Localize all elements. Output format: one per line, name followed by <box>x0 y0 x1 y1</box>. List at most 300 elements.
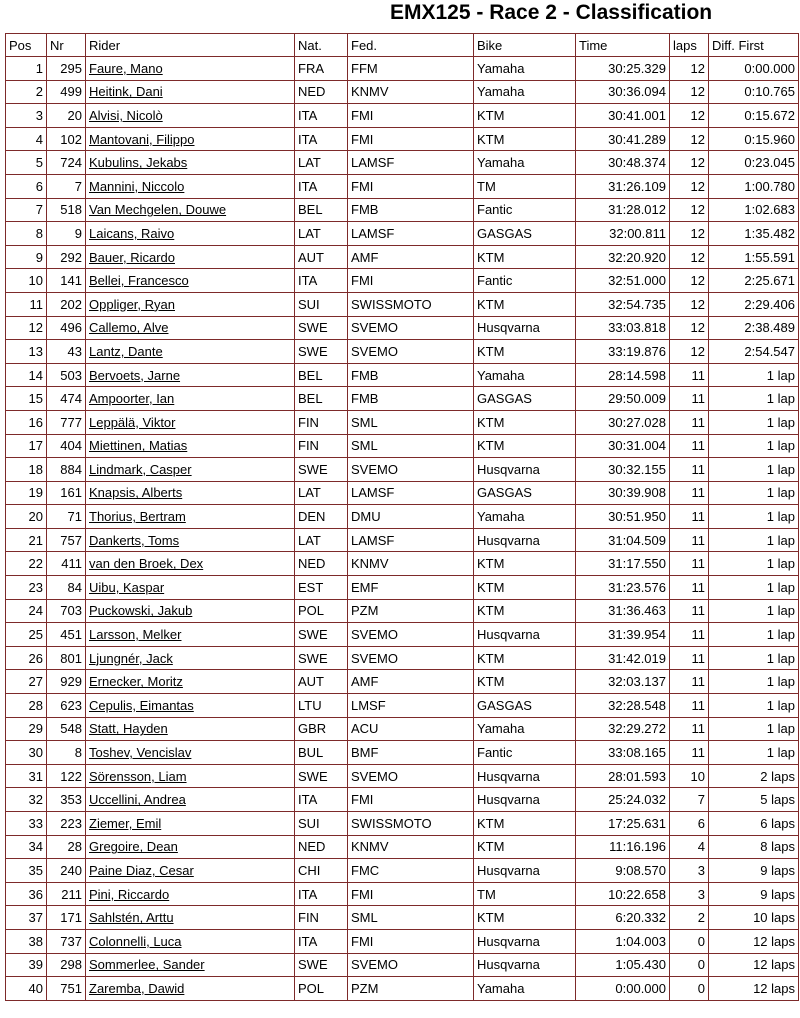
rider-link[interactable]: Van Mechgelen, Douwe <box>89 202 227 218</box>
cell-nat: FIN <box>295 410 348 434</box>
rider-link[interactable]: Heitink, Dani <box>89 84 163 100</box>
cell-pos: 40 <box>6 977 47 1001</box>
cell-laps: 11 <box>670 717 709 741</box>
rider-link[interactable]: Uccellini, Andrea <box>89 792 186 808</box>
cell-nat: SUI <box>295 812 348 836</box>
cell-rider <box>86 410 295 434</box>
cell-nr: 211 <box>47 882 86 906</box>
cell-nr: 548 <box>47 717 86 741</box>
header-rider: Rider <box>86 34 295 57</box>
cell-nr: 411 <box>47 552 86 576</box>
cell-diff: 1 lap <box>709 505 799 529</box>
rider-link[interactable]: Sommerlee, Sander <box>89 957 205 973</box>
cell-pos: 19 <box>6 481 47 505</box>
rider-link[interactable]: Uibu, Kaspar <box>89 579 165 595</box>
cell-nat: GBR <box>295 717 348 741</box>
cell-rider <box>86 859 295 883</box>
cell-fed: LMSF <box>348 694 474 718</box>
rider-link[interactable]: Lantz, Dante <box>89 343 163 359</box>
cell-nr: 496 <box>47 316 86 340</box>
cell-time: 30:25.329 <box>576 57 670 81</box>
page-title: EMX125 - Race 2 - Classification <box>390 1 713 24</box>
cell-fed: DMU <box>348 505 474 529</box>
rider-link[interactable]: Ernecker, Moritz <box>89 674 183 690</box>
cell-diff: 12 laps <box>709 953 799 977</box>
cell-laps: 11 <box>670 576 709 600</box>
cell-nat: ITA <box>295 174 348 198</box>
cell-time: 11:16.196 <box>576 835 670 859</box>
cell-time: 31:17.550 <box>576 552 670 576</box>
cell-time: 33:19.876 <box>576 340 670 364</box>
cell-time: 29:50.009 <box>576 387 670 411</box>
cell-time: 31:23.576 <box>576 576 670 600</box>
cell-nr: 451 <box>47 623 86 647</box>
cell-bike: KTM <box>474 599 576 623</box>
cell-time: 32:00.811 <box>576 222 670 246</box>
cell-laps: 11 <box>670 528 709 552</box>
table-row <box>6 410 799 434</box>
cell-bike: KTM <box>474 104 576 128</box>
cell-fed: SML <box>348 906 474 930</box>
rider-link[interactable]: Bervoets, Jarne <box>89 367 181 383</box>
cell-time: 25:24.032 <box>576 788 670 812</box>
cell-nr: 404 <box>47 434 86 458</box>
cell-nat: FIN <box>295 906 348 930</box>
cell-bike: Yamaha <box>474 57 576 81</box>
cell-time: 6:20.332 <box>576 906 670 930</box>
cell-diff: 1 lap <box>709 410 799 434</box>
cell-nat: NED <box>295 80 348 104</box>
cell-rider <box>86 151 295 175</box>
cell-fed: SML <box>348 434 474 458</box>
cell-rider <box>86 245 295 269</box>
cell-laps: 12 <box>670 245 709 269</box>
cell-rider <box>86 576 295 600</box>
cell-pos: 8 <box>6 222 47 246</box>
cell-time: 10:22.658 <box>576 882 670 906</box>
header-fed: Fed. <box>348 34 474 57</box>
cell-nr: 202 <box>47 292 86 316</box>
cell-pos: 15 <box>6 387 47 411</box>
cell-diff: 2:25.671 <box>709 269 799 293</box>
table-row <box>6 788 799 812</box>
cell-time: 9:08.570 <box>576 859 670 883</box>
cell-time: 31:42.019 <box>576 646 670 670</box>
rider-link[interactable]: Cepulis, Eimantas <box>89 697 194 713</box>
cell-rider <box>86 363 295 387</box>
rider-link[interactable]: Kubulins, Jekabs <box>89 155 188 171</box>
cell-pos: 23 <box>6 576 47 600</box>
cell-nat: SWE <box>295 764 348 788</box>
cell-nat: SWE <box>295 340 348 364</box>
table-row <box>6 552 799 576</box>
cell-nat: BEL <box>295 363 348 387</box>
cell-laps: 11 <box>670 410 709 434</box>
header-time: Time <box>576 34 670 57</box>
cell-nr: 20 <box>47 104 86 128</box>
cell-fed: LAMSF <box>348 151 474 175</box>
cell-bike: Husqvarna <box>474 788 576 812</box>
cell-laps: 12 <box>670 80 709 104</box>
cell-nr: 43 <box>47 340 86 364</box>
rider-link[interactable]: Paine Diaz, Cesar <box>89 862 194 878</box>
cell-diff: 1 lap <box>709 717 799 741</box>
cell-nr: 353 <box>47 788 86 812</box>
cell-rider <box>86 788 295 812</box>
cell-bike: TM <box>474 174 576 198</box>
cell-nat: FRA <box>295 57 348 81</box>
cell-bike: Yamaha <box>474 363 576 387</box>
cell-rider <box>86 340 295 364</box>
table-row <box>6 198 799 222</box>
table-row <box>6 80 799 104</box>
cell-fed: FMI <box>348 929 474 953</box>
cell-laps: 3 <box>670 859 709 883</box>
rider-link[interactable]: Puckowski, Jakub <box>89 603 193 619</box>
rider-link[interactable]: Thorius, Bertram <box>89 509 186 525</box>
cell-time: 1:04.003 <box>576 929 670 953</box>
rider-link[interactable]: Lindmark, Casper <box>89 461 192 477</box>
cell-rider <box>86 57 295 81</box>
cell-rider <box>86 528 295 552</box>
cell-bike: Husqvarna <box>474 623 576 647</box>
cell-nr: 623 <box>47 694 86 718</box>
table-row <box>6 434 799 458</box>
cell-nat: SUI <box>295 292 348 316</box>
table-row <box>6 623 799 647</box>
cell-time: 28:01.593 <box>576 764 670 788</box>
cell-nat: LAT <box>295 151 348 175</box>
cell-laps: 11 <box>670 741 709 765</box>
rider-link[interactable]: Ljungnér, Jack <box>89 650 173 666</box>
cell-bike: Fantic <box>474 741 576 765</box>
table-row <box>6 174 799 198</box>
cell-laps: 2 <box>670 906 709 930</box>
cell-pos: 37 <box>6 906 47 930</box>
cell-fed: KNMV <box>348 552 474 576</box>
cell-nat: CHI <box>295 859 348 883</box>
cell-diff: 1 lap <box>709 694 799 718</box>
cell-rider <box>86 623 295 647</box>
cell-nr: 884 <box>47 458 86 482</box>
table-row <box>6 812 799 836</box>
cell-time: 30:51.950 <box>576 505 670 529</box>
cell-time: 28:14.598 <box>576 363 670 387</box>
rider-link[interactable]: Mantovani, Filippo <box>89 131 195 147</box>
cell-bike: GASGAS <box>474 387 576 411</box>
cell-nr: 801 <box>47 646 86 670</box>
rider-link[interactable]: Knapsis, Alberts <box>89 485 183 501</box>
cell-fed: FMI <box>348 127 474 151</box>
cell-bike: KTM <box>474 670 576 694</box>
cell-fed: FMB <box>348 198 474 222</box>
cell-pos: 38 <box>6 929 47 953</box>
cell-nat: BEL <box>295 387 348 411</box>
cell-bike: Husqvarna <box>474 528 576 552</box>
cell-fed: FMB <box>348 363 474 387</box>
cell-time: 30:41.289 <box>576 127 670 151</box>
cell-fed: SVEMO <box>348 316 474 340</box>
cell-nat: DEN <box>295 505 348 529</box>
cell-fed: SVEMO <box>348 458 474 482</box>
cell-laps: 11 <box>670 458 709 482</box>
cell-fed: LAMSF <box>348 481 474 505</box>
rider-link[interactable]: Leppälä, Viktor <box>89 414 176 430</box>
table-row <box>6 859 799 883</box>
cell-rider <box>86 269 295 293</box>
table-row <box>6 906 799 930</box>
cell-pos: 6 <box>6 174 47 198</box>
cell-nat: ITA <box>295 882 348 906</box>
cell-rider <box>86 198 295 222</box>
table-row <box>6 882 799 906</box>
rider-link[interactable]: Larsson, Melker <box>89 627 182 643</box>
cell-rider <box>86 717 295 741</box>
cell-pos: 33 <box>6 812 47 836</box>
rider-link[interactable]: Faure, Mano <box>89 60 163 76</box>
cell-nat: BUL <box>295 741 348 765</box>
cell-pos: 39 <box>6 953 47 977</box>
cell-nat: ITA <box>295 269 348 293</box>
table-row <box>6 505 799 529</box>
cell-nat: SWE <box>295 316 348 340</box>
cell-rider <box>86 882 295 906</box>
cell-rider <box>86 646 295 670</box>
cell-pos: 28 <box>6 694 47 718</box>
cell-time: 1:05.430 <box>576 953 670 977</box>
cell-rider <box>86 599 295 623</box>
cell-diff: 2 laps <box>709 764 799 788</box>
rider-link[interactable]: Bellei, Francesco <box>89 273 189 289</box>
cell-nat: ITA <box>295 104 348 128</box>
cell-nr: 141 <box>47 269 86 293</box>
cell-nat: SWE <box>295 458 348 482</box>
cell-time: 30:27.028 <box>576 410 670 434</box>
cell-pos: 22 <box>6 552 47 576</box>
cell-fed: FMI <box>348 882 474 906</box>
cell-rider <box>86 906 295 930</box>
cell-fed: AMF <box>348 245 474 269</box>
cell-laps: 11 <box>670 552 709 576</box>
table-row <box>6 835 799 859</box>
cell-fed: AMF <box>348 670 474 694</box>
cell-nr: 929 <box>47 670 86 694</box>
cell-diff: 1:35.482 <box>709 222 799 246</box>
cell-diff: 1 lap <box>709 576 799 600</box>
rider-link[interactable]: Sahlstén, Arttu <box>89 910 174 926</box>
cell-pos: 31 <box>6 764 47 788</box>
cell-nat: FIN <box>295 434 348 458</box>
cell-laps: 11 <box>670 623 709 647</box>
cell-nat: AUT <box>295 245 348 269</box>
cell-nr: 9 <box>47 222 86 246</box>
rider-link[interactable]: Mannini, Niccolo <box>89 178 185 194</box>
cell-diff: 1:02.683 <box>709 198 799 222</box>
cell-diff: 1 lap <box>709 741 799 765</box>
table-row <box>6 387 799 411</box>
cell-nr: 7 <box>47 174 86 198</box>
cell-diff: 1 lap <box>709 646 799 670</box>
cell-nat: LAT <box>295 222 348 246</box>
cell-fed: LAMSF <box>348 222 474 246</box>
cell-pos: 1 <box>6 57 47 81</box>
header-nat: Nat. <box>295 34 348 57</box>
rider-link[interactable]: Statt, Hayden <box>89 721 168 737</box>
cell-pos: 24 <box>6 599 47 623</box>
table-row <box>6 646 799 670</box>
cell-time: 32:03.137 <box>576 670 670 694</box>
rider-link[interactable]: Colonnelli, Luca <box>89 933 182 949</box>
table-row <box>6 57 799 81</box>
cell-laps: 12 <box>670 222 709 246</box>
cell-nr: 28 <box>47 835 86 859</box>
cell-fed: SVEMO <box>348 340 474 364</box>
table-row <box>6 458 799 482</box>
cell-rider <box>86 174 295 198</box>
cell-rider <box>86 505 295 529</box>
cell-bike: KTM <box>474 906 576 930</box>
rider-link[interactable]: Dankerts, Toms <box>89 532 180 548</box>
rider-link[interactable]: Oppliger, Ryan <box>89 296 175 312</box>
header-bike: Bike <box>474 34 576 57</box>
rider-link[interactable]: Ziemer, Emil <box>89 815 162 831</box>
rider-link[interactable]: Ampoorter, Ian <box>89 391 175 407</box>
rider-link[interactable]: Callemo, Alve <box>89 320 169 336</box>
cell-nr: 161 <box>47 481 86 505</box>
table-row <box>6 151 799 175</box>
cell-diff: 2:29.406 <box>709 292 799 316</box>
cell-diff: 6 laps <box>709 812 799 836</box>
cell-nr: 751 <box>47 977 86 1001</box>
cell-bike: Yamaha <box>474 151 576 175</box>
cell-laps: 3 <box>670 882 709 906</box>
cell-rider <box>86 387 295 411</box>
cell-nr: 223 <box>47 812 86 836</box>
cell-bike: Yamaha <box>474 717 576 741</box>
header-laps: laps <box>670 34 709 57</box>
cell-pos: 30 <box>6 741 47 765</box>
cell-laps: 6 <box>670 812 709 836</box>
cell-diff: 9 laps <box>709 859 799 883</box>
cell-nr: 295 <box>47 57 86 81</box>
cell-nr: 84 <box>47 576 86 600</box>
cell-diff: 1 lap <box>709 458 799 482</box>
cell-fed: FMB <box>348 387 474 411</box>
cell-pos: 3 <box>6 104 47 128</box>
cell-diff: 0:15.672 <box>709 104 799 128</box>
cell-nr: 8 <box>47 741 86 765</box>
cell-fed: PZM <box>348 977 474 1001</box>
cell-fed: SVEMO <box>348 646 474 670</box>
table-row <box>6 363 799 387</box>
cell-nat: ITA <box>295 127 348 151</box>
cell-nat: POL <box>295 599 348 623</box>
rider-link[interactable]: Gregoire, Dean <box>89 839 178 855</box>
cell-fed: KNMV <box>348 835 474 859</box>
rider-link[interactable]: Alvisi, Nicolò <box>89 107 163 123</box>
cell-diff: 0:00.000 <box>709 57 799 81</box>
cell-nat: SWE <box>295 953 348 977</box>
cell-bike: Yamaha <box>474 80 576 104</box>
cell-fed: SVEMO <box>348 953 474 977</box>
cell-rider <box>86 104 295 128</box>
cell-nat: ITA <box>295 788 348 812</box>
rider-link[interactable]: Laicans, Raivo <box>89 225 175 241</box>
rider-link[interactable]: Zaremba, Dawid <box>89 980 185 996</box>
table-row <box>6 764 799 788</box>
cell-laps: 12 <box>670 104 709 128</box>
cell-diff: 1 lap <box>709 552 799 576</box>
rider-link[interactable]: Toshev, Vencislav <box>89 745 192 761</box>
cell-diff: 1 lap <box>709 387 799 411</box>
cell-bike: KTM <box>474 292 576 316</box>
rider-link[interactable]: Bauer, Ricardo <box>89 249 175 265</box>
cell-time: 30:36.094 <box>576 80 670 104</box>
cell-fed: FMI <box>348 174 474 198</box>
cell-time: 31:04.509 <box>576 528 670 552</box>
cell-bike: Fantic <box>474 269 576 293</box>
table-row <box>6 953 799 977</box>
cell-diff: 0:10.765 <box>709 80 799 104</box>
cell-time: 30:39.908 <box>576 481 670 505</box>
cell-diff: 12 laps <box>709 977 799 1001</box>
cell-bike: Husqvarna <box>474 764 576 788</box>
cell-time: 33:08.165 <box>576 741 670 765</box>
table-row <box>6 670 799 694</box>
cell-time: 30:31.004 <box>576 434 670 458</box>
cell-nr: 122 <box>47 764 86 788</box>
cell-bike: GASGAS <box>474 222 576 246</box>
rider-link[interactable]: Pini, Riccardo <box>89 886 170 902</box>
cell-nr: 703 <box>47 599 86 623</box>
cell-bike: Yamaha <box>474 505 576 529</box>
cell-bike: Husqvarna <box>474 316 576 340</box>
cell-nat: EST <box>295 576 348 600</box>
cell-fed: FMC <box>348 859 474 883</box>
results-body <box>6 57 799 1001</box>
cell-diff: 1 lap <box>709 599 799 623</box>
cell-laps: 12 <box>670 57 709 81</box>
cell-rider <box>86 694 295 718</box>
rider-link[interactable]: Sörensson, Liam <box>89 768 187 784</box>
cell-time: 31:26.109 <box>576 174 670 198</box>
table-row <box>6 127 799 151</box>
cell-laps: 11 <box>670 363 709 387</box>
cell-rider <box>86 764 295 788</box>
cell-bike: Husqvarna <box>474 859 576 883</box>
cell-laps: 12 <box>670 340 709 364</box>
cell-pos: 12 <box>6 316 47 340</box>
cell-laps: 12 <box>670 127 709 151</box>
classification-table <box>5 33 799 1001</box>
rider-link[interactable]: van den Broek, Dex <box>89 556 204 572</box>
cell-nr: 724 <box>47 151 86 175</box>
header-row <box>6 34 799 57</box>
rider-link[interactable]: Miettinen, Matias <box>89 438 188 454</box>
cell-pos: 14 <box>6 363 47 387</box>
cell-fed: BMF <box>348 741 474 765</box>
table-row <box>6 104 799 128</box>
cell-diff: 1 lap <box>709 623 799 647</box>
cell-laps: 12 <box>670 174 709 198</box>
cell-bike: KTM <box>474 576 576 600</box>
table-row <box>6 481 799 505</box>
cell-pos: 21 <box>6 528 47 552</box>
cell-bike: KTM <box>474 646 576 670</box>
cell-fed: SML <box>348 410 474 434</box>
cell-laps: 11 <box>670 670 709 694</box>
cell-nr: 757 <box>47 528 86 552</box>
